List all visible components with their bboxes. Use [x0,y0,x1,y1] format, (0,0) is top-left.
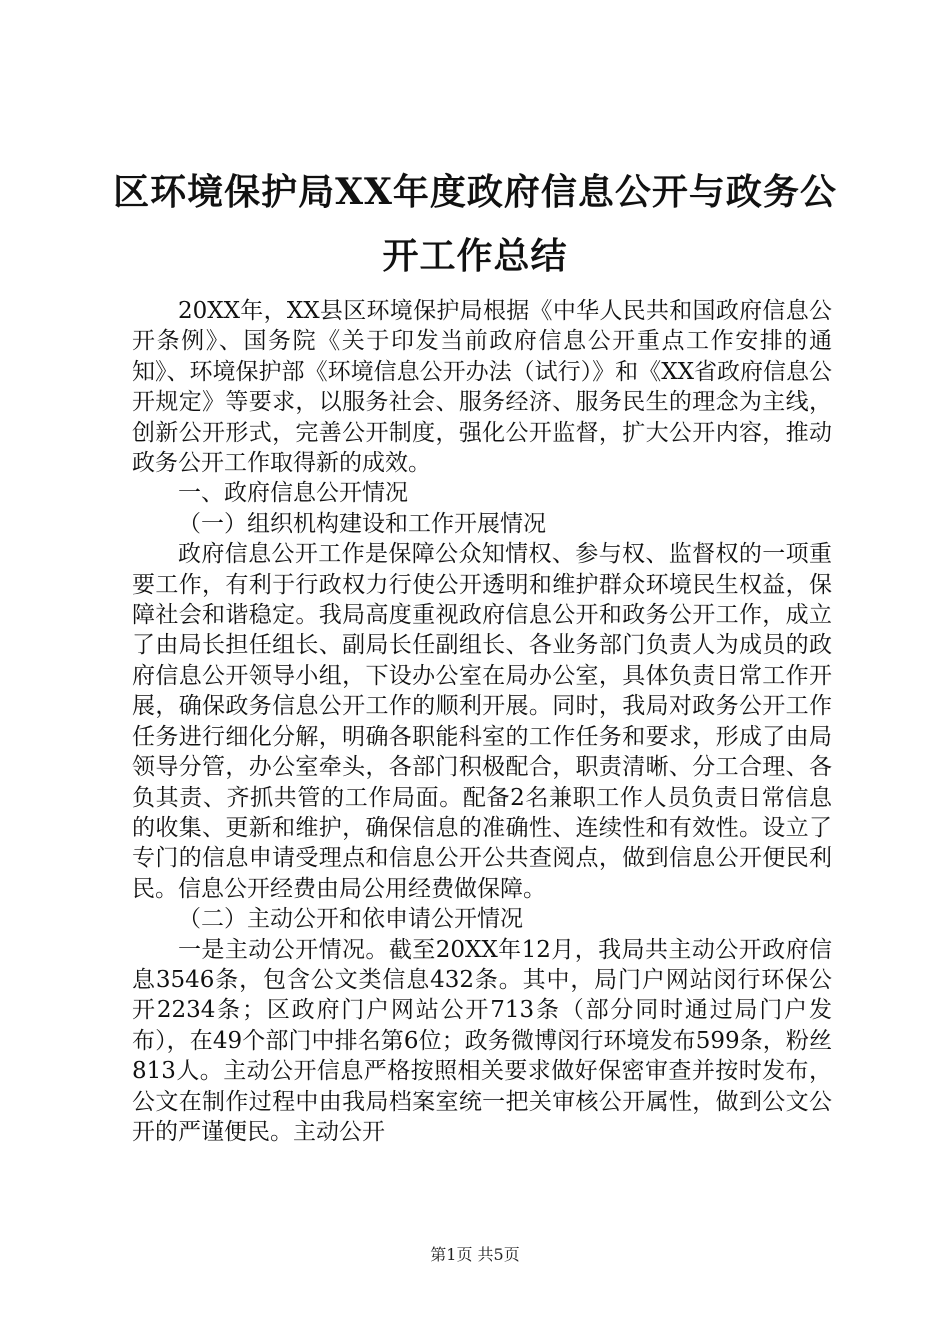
document-body [132,296,832,1147]
paragraph-intro: 20XX年，XX县区环境保护局根据《中华人民共和国政府信息公开条例》、国务院《关于印发当前政府信息公开重点工作安排的通知》、环境保护部《环境信息公开办法（试行）》和《XX省政府信息公开规定》等要求，以服务社会、服务经济、服务民生的理念为主线，创新公开形式，完善公开制度，强化公开监督，扩大公开内容，推动政务公开工作取得新的成效。 [132,298,832,477]
paragraph-organization: 政府信息公开工作是保障公众知情权、参与权、监督权的一项重要工作，有利于行政权力行使公开透明和维护群众环境民生权益，保障社会和谐稳定。我局高度重视政府信息公开和政务公开工作，成立了由局长担任组长、副局长任副组长、各业务部门负责人为成员的政府信息公开领导小组，下设办公室在局办公室，具体负责日常工作开展，确保政务信息公开工作的顺利开展。同时，我局对政务公开工作任务进行细化分解，明确各职能科室的工作任务和要求，形成了由局领导分管，办公室牵头，各部门积极配合，职责清晰、分工合理、各负其责、齐抓共管的工作局面。配备2名兼职工作人员负责日常信息的收集、更新和维护，确保信息的准确性、连续性和有效性。设立了专门的信息申请受理点和信息公开公共查阅点，做到信息公开便民利民。信息公开经费由局公用经费做保障。 [132,541,832,902]
section-heading-1: 一、政府信息公开情况 [178,480,408,507]
page-footer: 第1页 共5页 [430,1245,520,1264]
subsection-heading-1: （一）组织机构建设和工作开展情况 [178,510,546,537]
paragraph-disclosure: 一是主动公开情况。截至20XX年12月，我局共主动公开政府信息3546条，包含公文类信息432条。其中，局门户网站闵行环保公开2234条；区政府门户网站公开713条（部分同时通过局门户发布），在49个部门中排名第6位；政务微博闵行环境发布599条，粉丝813人。主动公开信息严格按照相关要求做好保密审查并按时发布，公文在制作过程中由我局档案室统一把关审核公开属性，做到公文公开的严谨便民。主动公开 [132,936,832,1145]
document-title: 区环境保护局XX年度政府信息公开与政务公开工作总结 [113,171,837,277]
subsection-heading-2: （二）主动公开和依申请公开情况 [178,906,523,933]
